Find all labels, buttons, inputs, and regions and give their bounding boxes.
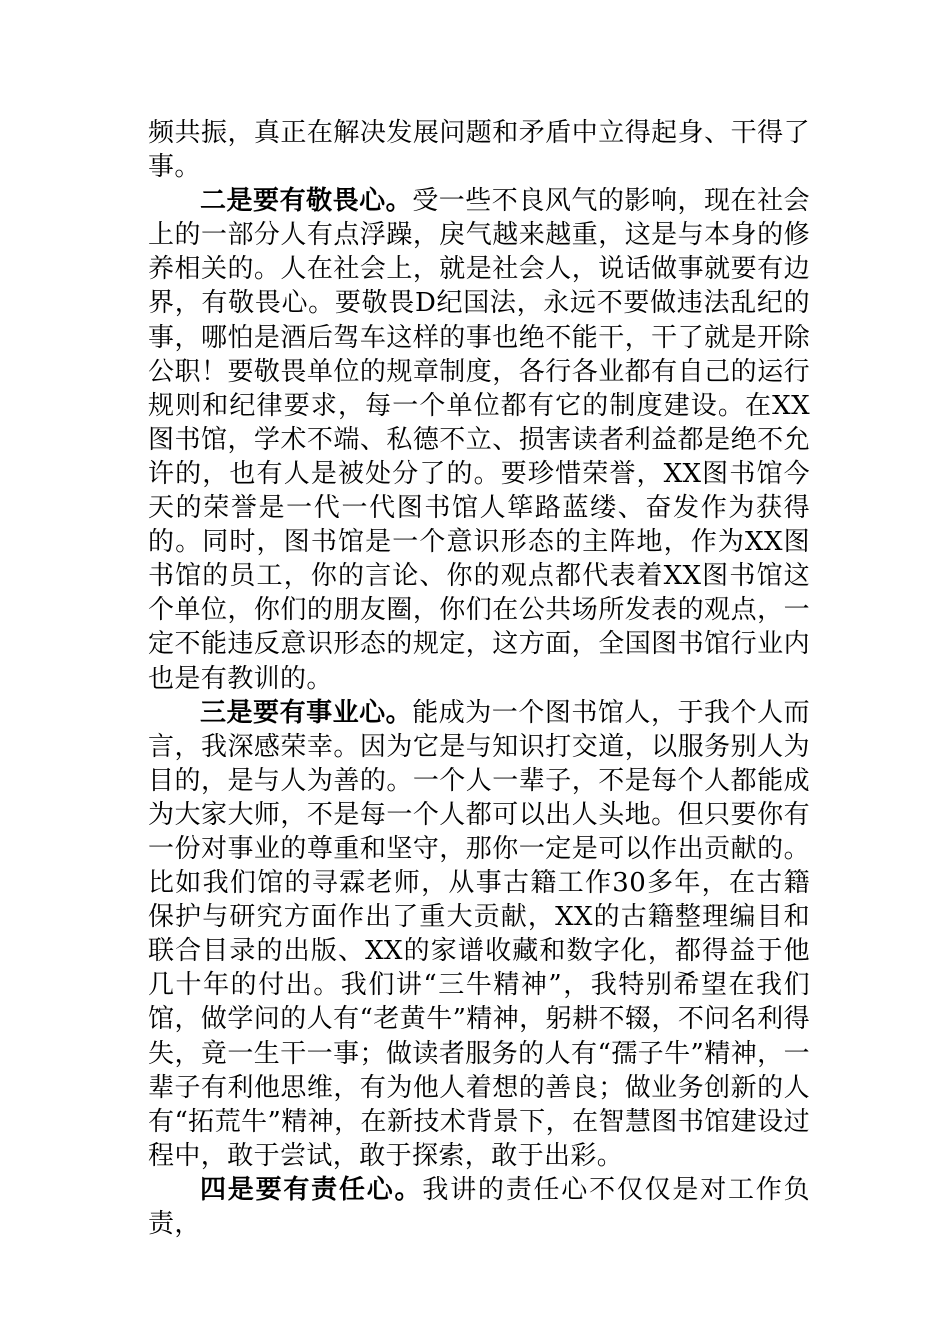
document-page [148,116,810,1241]
paragraph-heading: 四是要有责任心。 [200,1174,423,1205]
paragraph-heading: 三是要有事业心。 [200,697,413,728]
paragraph-text: 频共振，真正在解决发展问题和矛盾中立得起身、干得了事。 [148,118,810,183]
paragraph-reverence [148,184,810,695]
paragraph-text: 我讲的责任心不仅仅是对工作负责， [148,1174,810,1239]
paragraph-text: 能成为一个图书馆人，于我个人而言，我深感荣幸。因为它是与知识打交道，以服务别人为目的，是与人为善的。一个人一辈子，不是每个人都能成为大家大师，不是每一个人都可以出人头地。但只要你有一份对事业的尊重和坚守，那你一定是可以作出贡献的。比如我们馆的寻霖老师，从事古籍工作30多年，在古籍保护与研究方面作出了重大贡献，XX的古籍整理编目和联合目录的出版、XX的家谱收藏和数字化，都得益于他几十年的付出。我们讲“三牛精神”，我特别希望在我们馆，做学问的人有“老黄牛”精神，躬耕不辍，不问名利得失，竟一生干一事；做读者服务的人有“孺子牛”精神，一辈子有利他思维，有为他人着想的善良；做业务创新的人有“拓荒牛”精神，在新技术背景下，在智慧图书馆建设过程中，敢于尝试，敢于探索，敢于出彩。 [148,697,810,1171]
paragraph-continuation [148,116,810,184]
paragraph-career [148,696,810,1173]
paragraph-heading: 二是要有敬畏心。 [200,186,413,217]
paragraph-text: 受一些不良风气的影响，现在社会上的一部分人有点浮躁，戾气越来越重，这是与本身的修养相关的。人在社会上，就是社会人，说话做事就要有边界，有敬畏心。要敬畏D纪国法，永远不要做违法乱纪的事，哪怕是酒后驾车这样的事也绝不能干，干了就是开除公职！要敬畏单位的规章制度，各行各业都有自己的运行规则和纪律要求，每一个单位都有它的制度建设。在XX图书馆，学术不端、私德不立、损害读者利益都是绝不允许的，也有人是被处分了的。要珍惜荣誉，XX图书馆今天的荣誉是一代一代图书馆人筚路蓝缕、奋发作为获得的。同时，图书馆是一个意识形态的主阵地，作为XX图书馆的员工，你的言论、你的观点都代表着XX图书馆这个单位，你们的朋友圈，你们在公共场所发表的观点，一定不能违反意识形态的规定，这方面，全国图书馆行业内也是有教训的。 [148,186,810,694]
paragraph-responsibility [148,1173,810,1241]
